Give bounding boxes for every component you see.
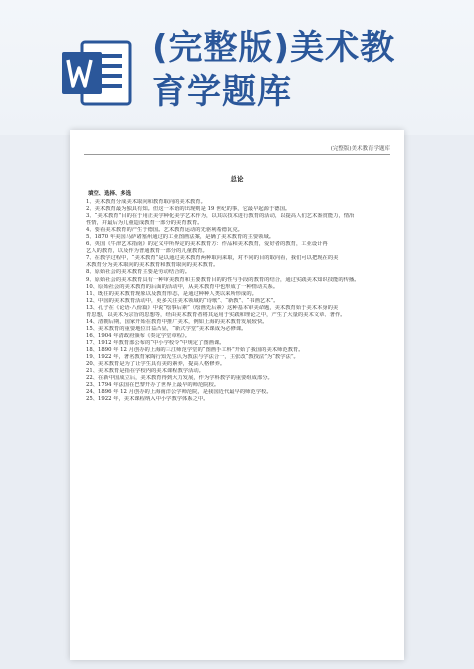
- question-item: 9、原始社会的美术教育具有一种审美教育和主要教育目的的性与手段的教育的结合，通过实践美术知识技能的传播。: [86, 276, 360, 283]
- question-item: 12、中国的美术教育活动中，更多关注美术领域的“诗歌”、“新教”、“书画艺术”。: [86, 297, 279, 304]
- question-item: 22、在新中国成立后，美术教育得到大力发展，作为学科教学的重要组成部分。: [86, 375, 273, 382]
- question-item: 术教育分为美术取向的美术教育和教育取向的美术教育。: [86, 262, 219, 269]
- question-item: 20、美术教育是为了让学生具有美的素养，提高人格修养。: [86, 361, 226, 368]
- word-document-icon: [60, 38, 134, 108]
- question-item: 8、原始社会的美术教育主要是劳动结合的。: [86, 269, 191, 276]
- question-item: 16、1904 年清政府颁布《奏定学堂章程》。: [86, 332, 191, 339]
- title-line-1: (完整版)美术教: [152, 28, 396, 68]
- question-item: 13、孔子在《论语·八佾篇》中说“绘事后素”（绘画先后素）这种基本审美命题，美术教育始于美术本身的美: [86, 304, 339, 311]
- question-item: 14、清朝后期，国家开始在教育中推广美术，例如上海的美术教育发展较快。: [86, 318, 268, 325]
- question-list: [86, 199, 390, 403]
- question-item: 6、英国《牛津艺术指南》的定义中所界定的美术教育方：作品和美术教育，爱好者的教育，工业设计再: [86, 241, 328, 248]
- question-item: 艺人的教育，以及作为普通教育一部分的儿童教育。: [86, 248, 208, 255]
- title-line-2: 育学题库: [152, 72, 292, 112]
- question-item: 15、美术教育的重要地位日益凸显，“新式学堂”美术课成为必修课。: [86, 325, 247, 332]
- question-item: 2、美术教育最为独具有知。但这一本语的出现则是 19 世纪的事，它最早起源于德国。: [86, 206, 291, 213]
- question-item: 17、1912 年教育部公布的“中小学校令”中规定了图画课。: [86, 339, 225, 346]
- question-item: 25、1922 年，美术课程纳入中小学教学体系之中。: [86, 396, 209, 403]
- document-banner: [0, 0, 474, 135]
- document-page: [70, 130, 404, 660]
- question-item: 5、1870 年美国马萨诸塞州通过的工业图画法案，是确了美术教育的主要领域。: [86, 234, 275, 241]
- header-divider: [84, 154, 390, 155]
- question-item: 7、在教学过程中，“美术教育”是以通过美术教育两种取向来取，对不同的目的取向看，我们可以把现在的美: [86, 255, 339, 262]
- question-item: 23、1794 年法国在巴黎开办了世界上最早的师范院校。: [86, 382, 220, 389]
- section-title: 总论: [230, 175, 244, 183]
- question-item: 24、1896 年 12 月创办的上海南洋公学师范院，是我国近代最早的师范学校。: [86, 389, 272, 396]
- question-item: 19、1922 年，著名教育家陶行知先生认为教法与学法合一，主张改“教授法”为“教学法”。: [86, 354, 299, 361]
- page-header: (完整版)美术教育学题库: [330, 146, 390, 152]
- question-item: 18、1890 年 12 月创办的上海的三江师范学堂的“图画手工科”开始了我国的美术师范教育。: [86, 346, 304, 353]
- question-item: 育思想，以美术为宗旨的思想等，经由美术教育者将其运用于实践和理论之中，产生了大量的美术文章、著作。: [86, 311, 346, 318]
- question-item: 4、要看美术教育的产生于德国。艺术教育运动的先驱利希德瓦克。: [86, 227, 243, 234]
- question-item: 3、“美术教育”目的在于用正美学种化美学艺术作为，以其以技术进行教育的活动，以提高人们艺术鉴赏能力，情冶: [86, 213, 355, 220]
- question-item: 1、美术教育分成美术取向和教育取向的美术教育。: [86, 199, 206, 205]
- question-item: 11、既往的美术教育现象以及教育形态，是通过种种人类以来所形成的。: [86, 290, 257, 297]
- question-item: 21、美术教育是指在学校内的美术课程教学活动。: [86, 368, 204, 375]
- question-item: 性情，并最后为儿童造成教育一部分的美育教育。: [86, 220, 203, 227]
- document-title: [152, 26, 452, 114]
- question-item: 10、原始社会的美术教育的后面的活动中，从美术教育中也形成了一种情动关系。: [86, 283, 279, 290]
- section-subheading: 填空、选择、多选: [88, 191, 132, 197]
